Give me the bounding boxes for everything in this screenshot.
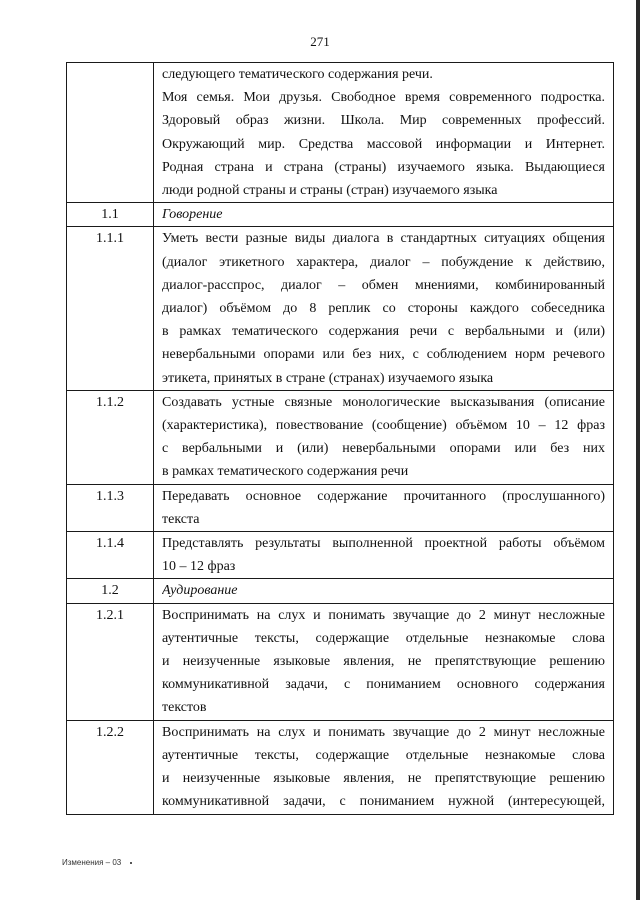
- content-line: коммуникативной задачи, с пониманием основного содержания: [162, 677, 605, 693]
- scan-edge: [636, 0, 640, 900]
- table-row: [67, 579, 614, 603]
- content-line: 10 – 12 фраз: [162, 559, 236, 575]
- content-line: аутентичные тексты, содержащие отдельные незнакомые слова: [162, 630, 605, 646]
- content-line: в рамках тематического содержания речи: [162, 464, 409, 480]
- content-line: этикета, принятых в стране (странах) изучаемого языка: [162, 370, 494, 386]
- content-line: Представлять результаты выполненной проектной работы объёмом: [162, 536, 605, 552]
- content-line: и неизученные языковые явления, не препятствующие решению: [162, 771, 605, 787]
- row-number-cell: 1.1.3: [67, 484, 154, 531]
- row-content-cell: [154, 227, 614, 390]
- content-line: в рамках тематического содержания речи с вербальными и (или): [162, 324, 605, 340]
- row-number-cell: 1.2: [67, 579, 154, 603]
- content-line: Здоровый образ жизни. Школа. Мир современных профессий.: [162, 113, 605, 129]
- content-line: аутентичные тексты, содержащие отдельные незнакомые слова: [162, 747, 605, 763]
- scan-speck: [130, 862, 132, 864]
- row-number-cell: 1.1.1: [67, 227, 154, 390]
- row-content-cell: [154, 720, 614, 814]
- content-line: диалог) объёмом до 8 реплик со стороны каждого собеседника: [162, 301, 605, 317]
- content-line: Воспринимать на слух и понимать звучащие до 2 минут несложные: [162, 724, 605, 740]
- table-row: [67, 603, 614, 720]
- content-line: Уметь вести разные виды диалога в стандартных ситуациях общения: [162, 231, 605, 247]
- content-table: [66, 62, 614, 815]
- row-content-cell: [154, 532, 614, 579]
- content-line: (диалог этикетного характера, диалог – побуждение к действию,: [162, 254, 605, 270]
- section-heading: Говорение: [162, 207, 223, 223]
- content-line: текстов: [162, 700, 207, 716]
- table-row: [67, 227, 614, 390]
- row-number-cell: [67, 63, 154, 203]
- row-content-cell: [154, 203, 614, 227]
- content-line: Передавать основное содержание прочитанного (прослушанного): [162, 488, 605, 504]
- table-row: [67, 484, 614, 531]
- row-number-cell: 1.2.1: [67, 603, 154, 720]
- content-line: невербальными опорами или без них, с соблюдением норм речевого: [162, 347, 605, 363]
- content-line: (характеристика), повествование (сообщение) объёмом 10 – 12 фраз: [162, 418, 605, 434]
- table-row: [67, 203, 614, 227]
- section-heading: Аудирование: [162, 583, 238, 599]
- footer-note: Изменения – 03: [62, 858, 122, 867]
- table-body: [67, 63, 614, 815]
- table-row: [67, 720, 614, 814]
- content-line: с вербальными и (или) невербальными опорами или без них: [162, 441, 605, 457]
- table-row: [67, 390, 614, 484]
- content-line: следующего тематического содержания речи.: [162, 67, 433, 82]
- content-line: текста: [162, 511, 200, 527]
- row-number-cell: 1.1.2: [67, 390, 154, 484]
- row-content-cell: [154, 484, 614, 531]
- content-line: Создавать устные связные монологические высказывания (описание: [162, 394, 605, 410]
- content-line: коммуникативной задачи, с пониманием нужной (интересующей,: [162, 794, 605, 810]
- table-row: [67, 63, 614, 203]
- content-line: диалог-расспрос, диалог – обмен мнениями, комбинированный: [162, 277, 605, 293]
- content-line: Родная страна и страна (страны) изучаемого языка. Выдающиеся: [162, 159, 605, 175]
- row-number-cell: 1.2.2: [67, 720, 154, 814]
- content-line: люди родной страны и страны (стран) изучаемого языка: [162, 183, 498, 199]
- content-line: и неизученные языковые явления, не препятствующие решению: [162, 654, 605, 670]
- row-content-cell: [154, 579, 614, 603]
- row-number-cell: 1.1: [67, 203, 154, 227]
- row-content-cell: [154, 390, 614, 484]
- content-line: Моя семья. Мои друзья. Свободное время современного подростка.: [162, 90, 605, 106]
- row-number-cell: 1.1.4: [67, 532, 154, 579]
- row-content-cell: [154, 603, 614, 720]
- page-number: 271: [310, 34, 330, 49]
- content-line: Воспринимать на слух и понимать звучащие до 2 минут несложные: [162, 607, 605, 623]
- row-content-cell: [154, 63, 614, 203]
- content-line: Окружающий мир. Средства массовой информации и Интернет.: [162, 136, 605, 152]
- table-row: [67, 532, 614, 579]
